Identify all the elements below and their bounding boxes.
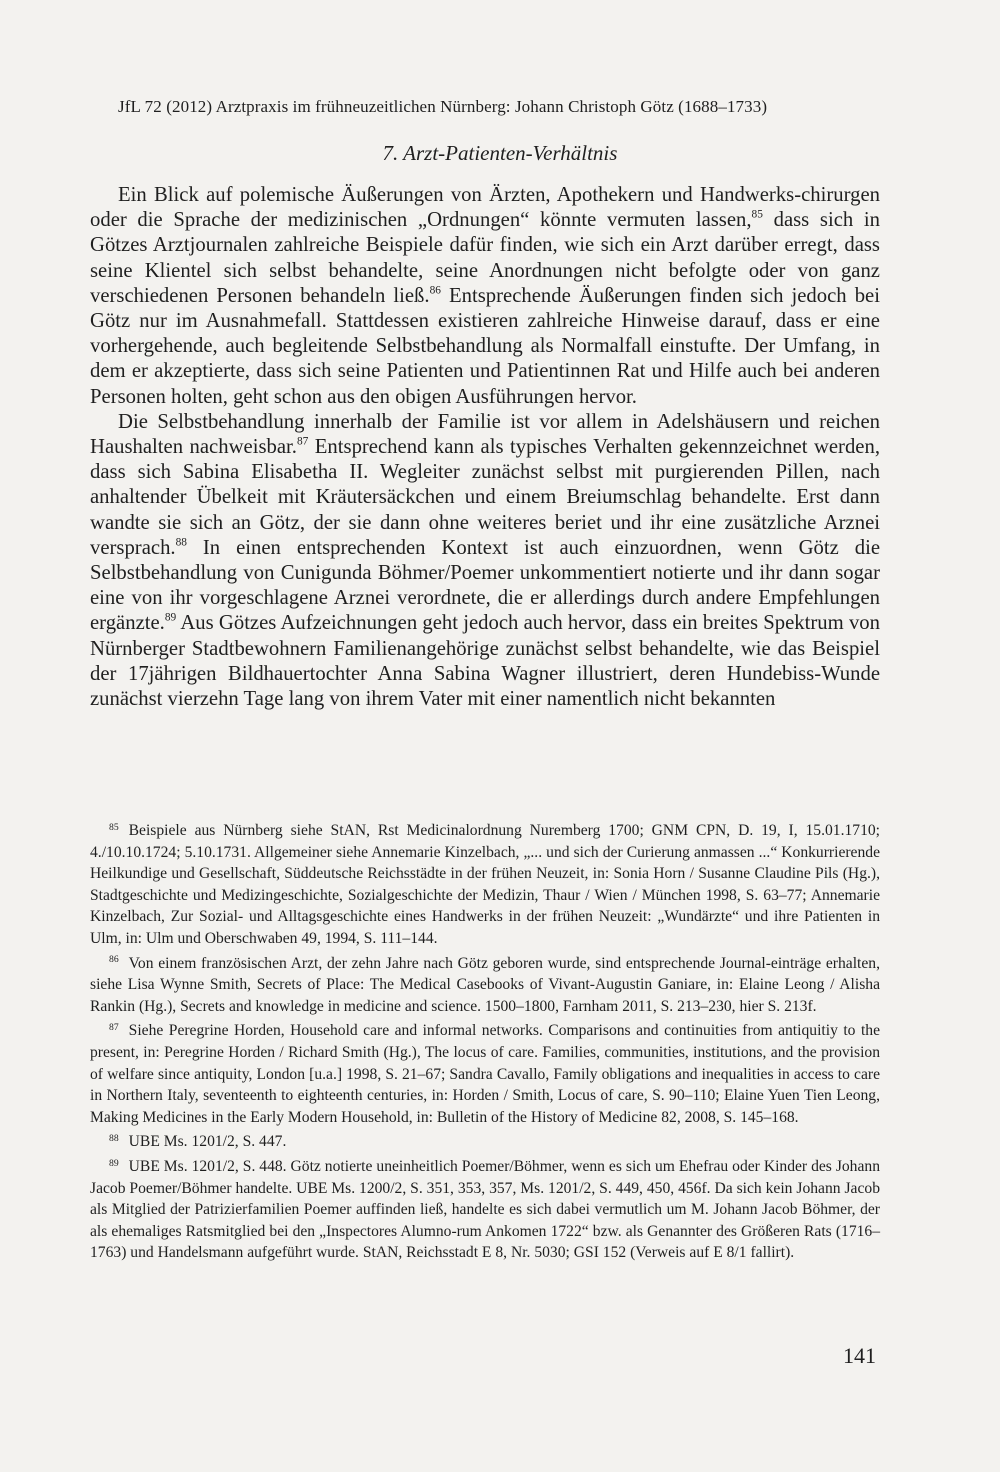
footnote-85 [90,820,880,950]
paragraph-text: In einen entsprechenden Kontext ist auch einzuordnen, wenn Götz die Selbstbehandlung von Cunigunda Böhmer/Poemer unkommentiert notierte und ihr dann sogar eine von ihr vorgeschlagene Arznei verordnete, die er allerdings durch andere Empfehlungen ergänzte. [90,536,880,635]
body-text [90,183,880,712]
footnote-text: Von einem französischen Arzt, der zehn Jahre nach Götz geboren wurde, sind entsprechende Journal-einträge erhalten, siehe Lisa Wynne Smith, Secrets of Place: The Medical Casebooks of Vivant-Augustin Ganiare, in: Elaine Leong / Alisha Rankin (Hg.), Secrets and knowledge in medicine and science. 1500–1800, Farnham 2011, S. 213–230, hier S. 213f. [90,954,880,1015]
footnote-number: 89 [109,1157,119,1169]
footnote-number: 88 [109,1133,119,1144]
footnote-ref-87[interactable]: 87 [296,435,309,448]
paragraph-text: Die Selbstbehandlung innerhalb der Familie ist vor allem in Adelshäusern und reichen Haushalten nachweisbar. [90,410,880,459]
footnote-text: Beispiele aus Nürnberg siehe StAN, Rst Medicinalordnung Nuremberg 1700; GNM CPN, D. 19, I, 15.01.1710; 4./10.10.1724; 5.10.1731. Allgemeiner siehe Annemarie Kinzelbach, „... und sich der Curierung anmassen ...“ Konkurrierende Heilkundige und Gesellschaft, Süddeutsche Reichsstädte in der frühen Neuzeit, in: Sonia Horn / Susanne Claudine Pils (Hg.), Stadtgeschichte und Medizingeschichte, Sozialgeschichte der Medizin, Thaur / Wien / München 1998, S. 63–77; Annemarie Kinzelbach, Zur Sozial- und Alltagsgeschichte eines Handwerks in der frühen Neuzeit: „Wundärzte“ und ihre Patienten in Ulm, in: Ulm und Oberschwaben 49, 1994, S. 111–144. [90,822,880,947]
footnote-text: Siehe Peregrine Horden, Household care and informal networks. Comparisons and continuities from antiquitiy to the present, in: Peregrine Horden / Richard Smith (Hg.), The locus of care. Families, communities, institutions, and the provision of welfare since antiquity, London [u.a.] 1998, S. 21–67; Sandra Cavallo, Family obligations and inequalities in access to care in Northern Italy, seventeenth to eighteenth centuries, in: Horden / Smith, Locus of care, S. 90–110; Elaine Yuen Tien Leong, Making Medicines in the Early Modern Household, in: Bulletin of the History of Medicine 82, 2008, S. 145–168. [90,1022,880,1126]
footnote-ref-88[interactable]: 88 [175,536,187,549]
footnote-number: 85 [109,821,119,833]
running-head: JfL 72 (2012) Arztpraxis im frühneuzeitlichen Nürnberg: Johann Christoph Götz (1688–1733) [118,97,768,116]
paragraph-text: dass sich in Götzes Arztjournalen zahlreiche Beispiele dafür finden, wie sich ein Arzt darüber erregt, dass seine Klientel sich selbst behandelte, seine Anordnungen nicht befolgte oder von ganz verschiedenen Personen behandeln ließ. [90,209,880,307]
paragraph-text: Aus Götzes Aufzeichnungen geht jedoch auch hervor, dass ein breites Spektrum von Nürnberger Stadtbewohnern Familienangehörige zunächst selbst behandelte, wie das Beispiel der 17jährigen Bildhauertochter Anna Sabina Wagner illustriert, deren Hundebiss-Wunde zunächst vierzehn Tage lang von ihrem Vater mit einer namentlich nicht bekannten [90,612,880,711]
paragraph-2 [90,410,880,712]
footnote-88 [90,1131,880,1153]
footnotes [90,820,880,1267]
footnote-ref-86[interactable]: 86 [429,284,441,297]
footnote-ref-85[interactable]: 85 [751,208,763,221]
footnote-text: UBE Ms. 1201/2, S. 448. Götz notierte uneinheitlich Poemer/Böhmer, wenn es sich um Ehefrau oder Kinder des Johann Jacob Poemer/Böhmer handelte. UBE Ms. 1200/2, S. 351, 353, 357, Ms. 1201/2, S. 449, 450, 456f. Da sich kein Johann Jacob als Mitglied der Patrizierfamilien Poemer auffinden ließ, handelte es sich dabei vermutlich um M. Johann Jacob Böhmer, der als ehemaliges Ratsmitglied bei den „Inspectores Alumno-rum Ankomen 1722“ bzw. als Genannter des Größeren Rats (1716–1763) und Handelsmann aufgeführt wurde. StAN, Reichsstadt E 8, Nr. 5030; GSI 152 (Verweis auf E 8/1 fallirt). [90,1157,880,1262]
footnote-ref-89[interactable]: 89 [164,611,177,624]
footnote-number: 86 [109,954,119,966]
section-title: 7. Arzt-Patienten-Verhältnis [382,141,618,165]
footnote-number: 87 [109,1022,119,1034]
paragraph-text: Ein Blick auf polemische Äußerungen von Ärzten, Apothekern und Handwerks-chirurgen oder die Sprache der medizinischen „Ordnungen“ könnte vermuten lassen, [90,184,880,232]
footnote-text: UBE Ms. 1201/2, S. 447. [128,1133,287,1151]
paragraph-1 [90,183,880,410]
footnote-87 [90,1020,880,1128]
footnote-86 [90,953,880,1018]
footnote-89 [90,1156,880,1264]
page-number: 141 [843,1343,876,1368]
paragraph-text: Entsprechende Äußerungen finden sich jedoch bei Götz nur im Ausnahmefall. Stattdessen existieren zahlreiche Hinweise darauf, dass er eine vorhergehende, auch begleitende Selbstbehandlung als Normalfall einstufte. Der Umfang, in dem er akzeptierte, dass sich seine Patienten und Patientinnen Rat und Hilfe auch bei anderen Personen holten, geht schon aus den obigen Ausführungen hervor. [90,284,880,408]
paragraph-text: Entsprechend kann als typisches Verhalten gekennzeichnet werden, dass sich Sabina Elisabetha II. Wegleiter zunächst selbst mit purgierenden Pillen, nach anhaltender Übelkeit mit Kräutersäckchen und einem Breiumschlag behandelte. Erst dann wandte sie sich an Götz, der sie dann ohne weiteres beriet und ihr eine zusätzliche Arznei versprach. [90,436,880,559]
